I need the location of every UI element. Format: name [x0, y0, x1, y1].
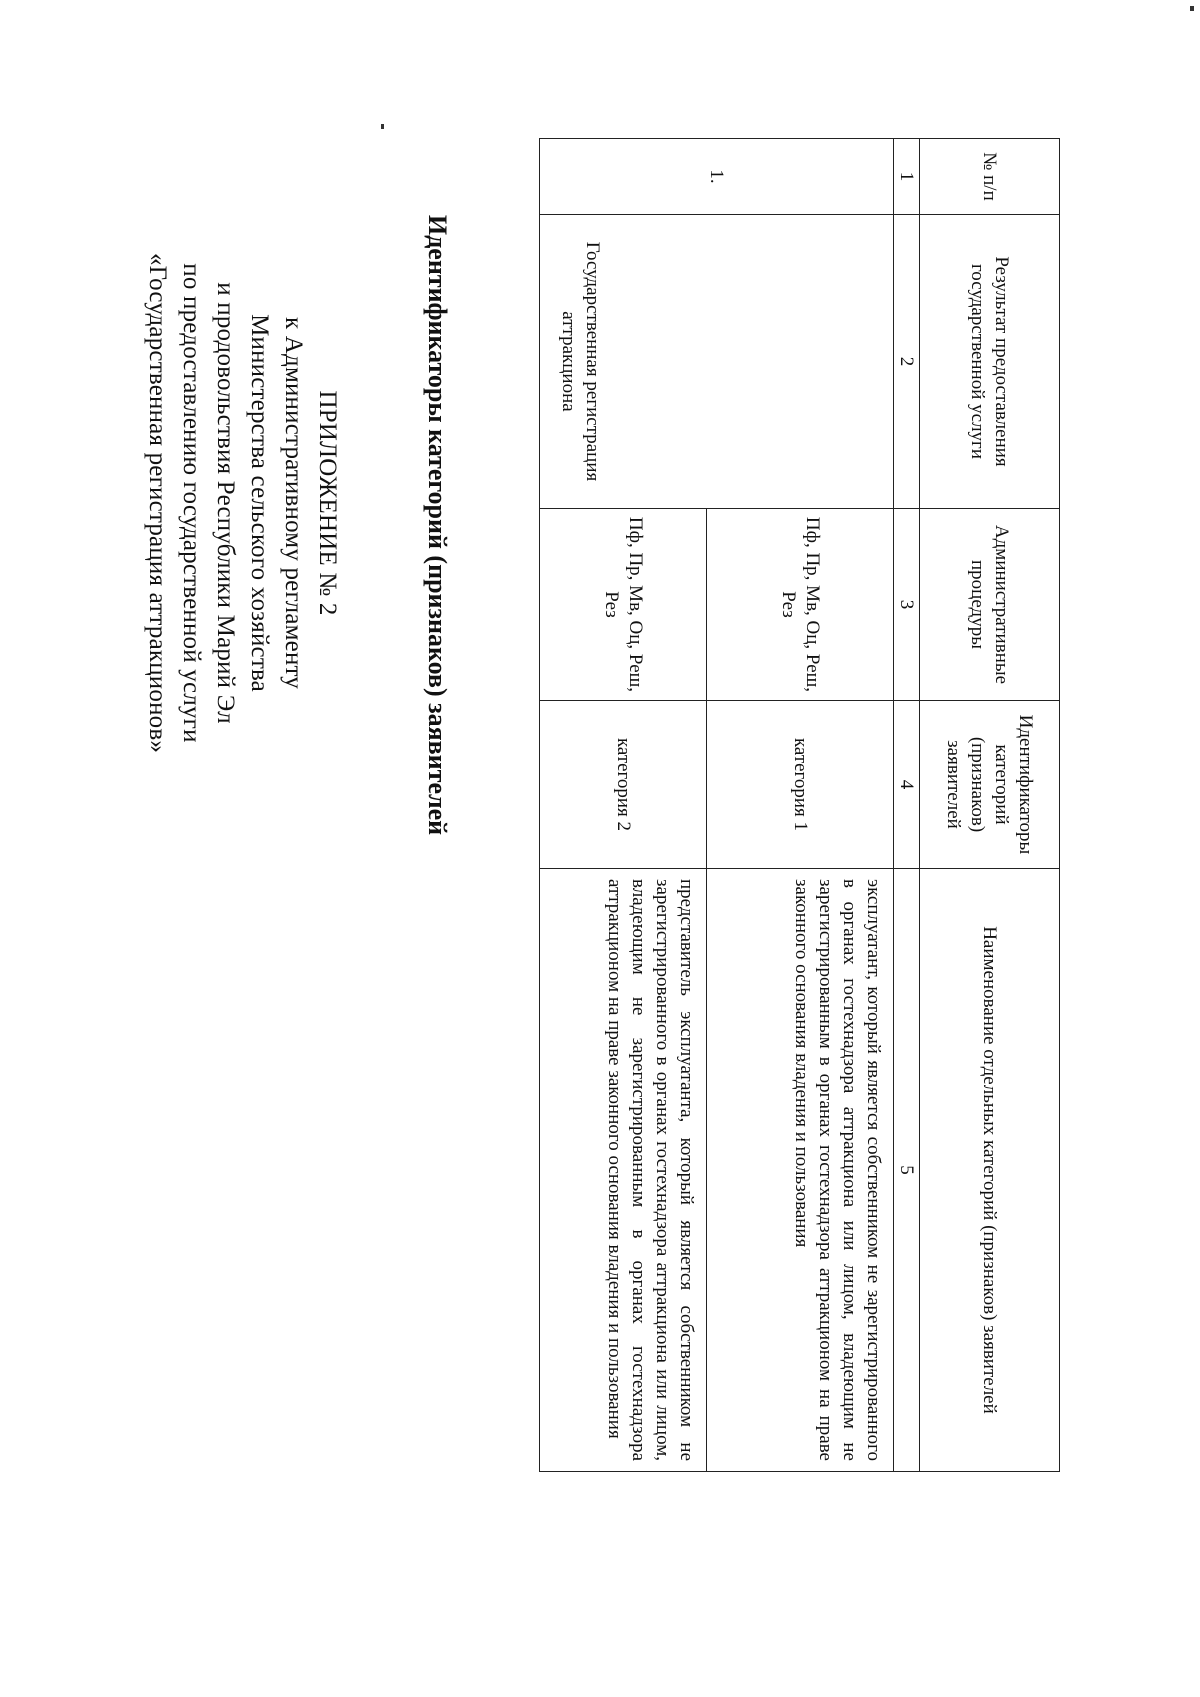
- table-row: [707, 139, 894, 1472]
- table-header-row: [920, 139, 1060, 1472]
- appendix-line: «Государственная регистрация аттракционов»: [144, 252, 171, 754]
- header-cell: Административные процедуры: [920, 509, 1060, 701]
- category-identifier-cell: категория 1: [707, 701, 894, 869]
- header-cell: № п/п: [920, 139, 1060, 215]
- appendix-line: Министерства сельского хозяйства: [246, 314, 273, 692]
- appendix-line: к Административному регламенту: [280, 316, 307, 690]
- column-number: 4: [894, 701, 920, 869]
- row-number: 1.: [540, 139, 894, 215]
- service-result-cell: Государственная регистрация аттракциона: [540, 215, 894, 509]
- header-cell: Идентификаторы категорий (признаков) заявителей: [920, 701, 1060, 869]
- header-cell: Наименование отдельных категорий (признаков) заявителей: [920, 869, 1060, 1472]
- appendix-number: ПРИЛОЖЕНИЕ № 2: [314, 390, 341, 616]
- category-identifier-cell: категория 2: [540, 701, 707, 869]
- identifiers-table: [539, 138, 1060, 1472]
- scan-speck: [1190, 6, 1194, 11]
- scan-speck: [381, 124, 384, 129]
- category-description-cell: представитель эксплуатанта, который является собственником не зарегистрированного в органах гостехнадзора аттракциона или лицом, владеющим не зарегистрированным в органах гостехнадзора аттракционом на праве законного основания владения и пользования: [540, 869, 707, 1472]
- appendix-line: и продовольствия Республики Марий Эл: [212, 282, 239, 724]
- column-number: 1: [894, 139, 920, 215]
- header-cell: Результат предоставления государственной услуги: [920, 215, 1060, 509]
- category-description-cell: эксплуатант, который является собственником не зарегистрированного в органах гостехнадзора аттракциона или лицом, владеющим не зарегистрированным в органах гостехнадзора аттракционом на праве законного основания владения и пользования: [707, 869, 894, 1472]
- document-title: Идентификаторы категорий (признаков) заявителей: [423, 214, 452, 836]
- column-number: 2: [894, 215, 920, 509]
- appendix-header: [140, 153, 344, 853]
- procedures-cell: Пф, Пр, Мв, Оц, Реш, Рез: [540, 509, 707, 701]
- procedures-cell: Пф, Пр, Мв, Оц, Реш, Рез: [707, 509, 894, 701]
- appendix-line: по предоставлению государственной услуги: [178, 263, 205, 743]
- column-number: 3: [894, 509, 920, 701]
- column-number-row: [894, 139, 920, 1472]
- column-number: 5: [894, 869, 920, 1472]
